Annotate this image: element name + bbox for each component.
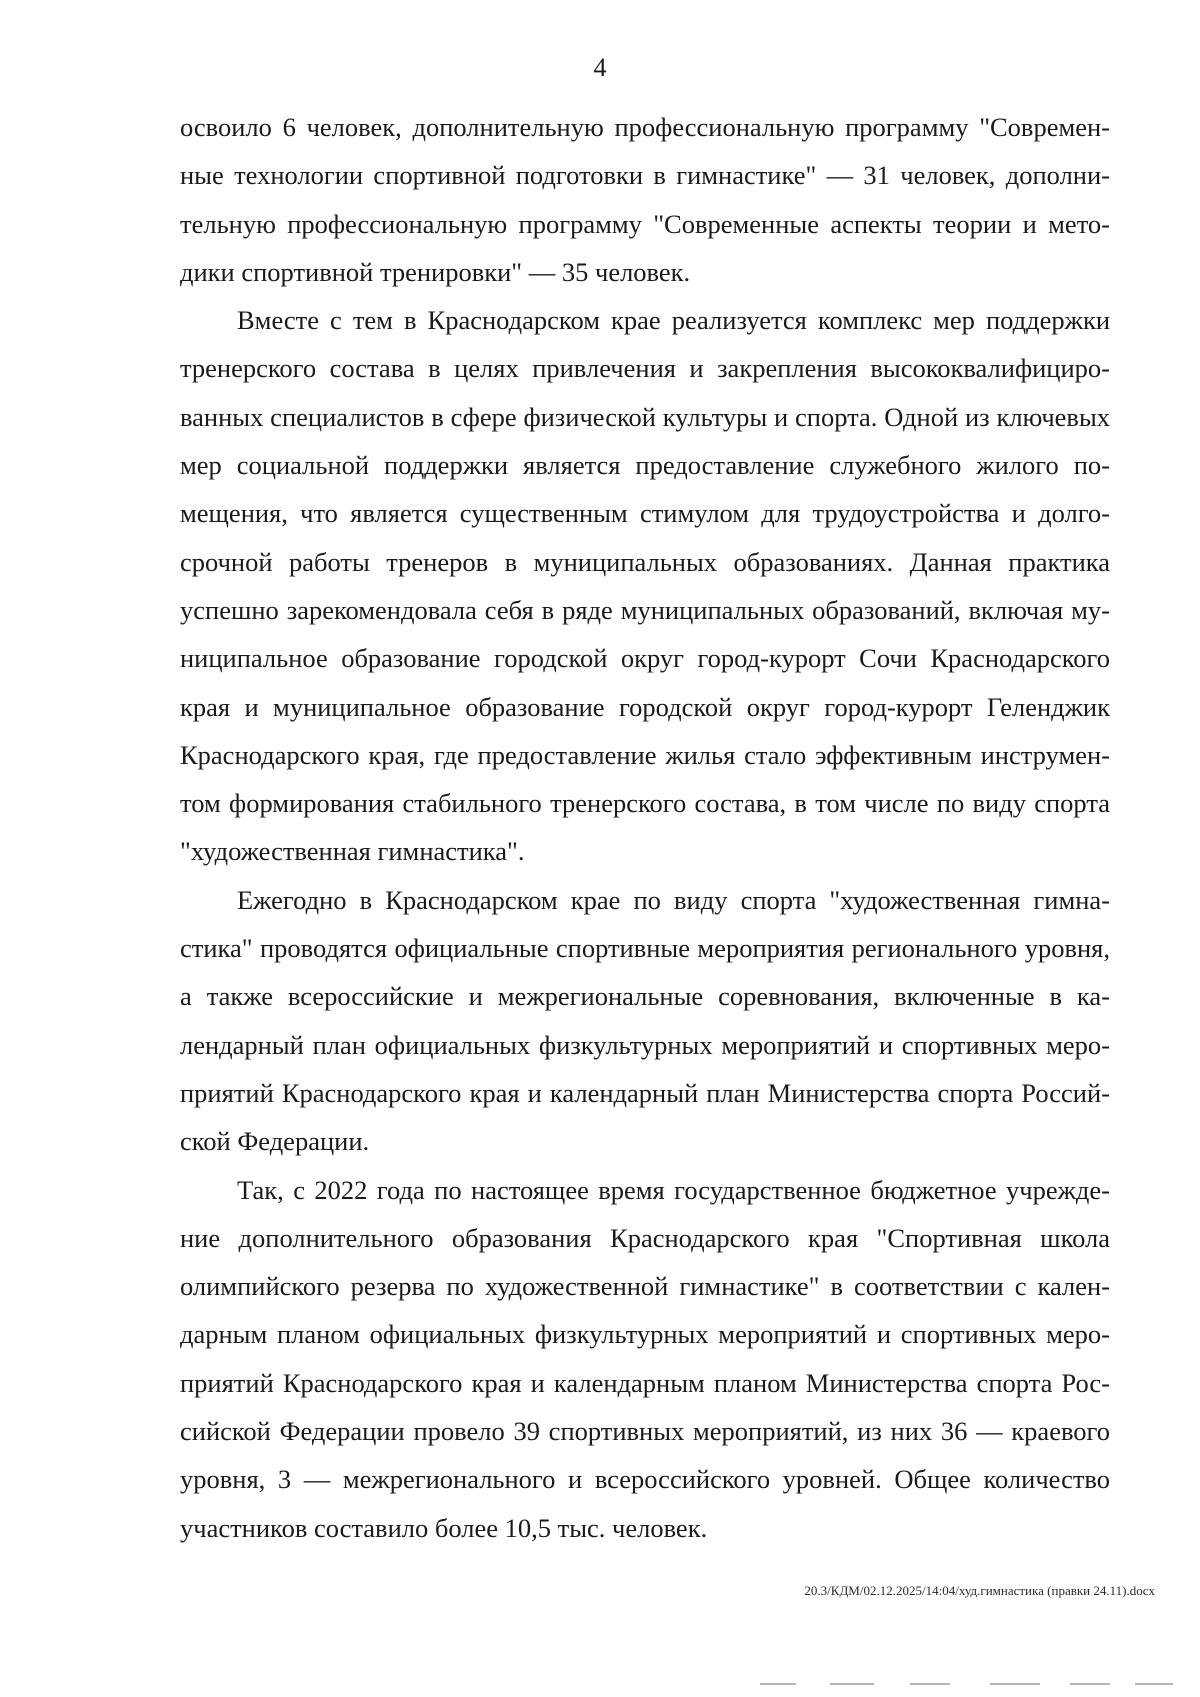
- scan-mark: [910, 1683, 950, 1685]
- paragraph-4: Так, с 2022 года по настоящее время государственное бюджетное учреждение дополнительного образования Краснодарского края "Спортивная школа олимпийского резерва по художественной гимнастике" в соответствии с календарным планом официальных физкультурных мероприятий и спортивных мероприятий Краснодарского края и календарным планом Министерства спорта Российской Федерации провело 39 спортивных мероприятий, из них 36 — краевого уровня, 3 — межрегионального и всероссийского уровней. Общее количество участников составило более 10,5 тыс. человек.: [180, 1174, 1110, 1543]
- paragraph-2: Вместе с тем в Краснодарском крае реализуется комплекс мер поддержки тренерского состава в целях привлечения и закрепления высококвалифицированных специалистов в сфере физической культуры и спорта. Одной из ключевых мер социальной поддержки является предоставление служебного жилого помещения, что является существенным стимулом для трудоустройства и долгосрочной работы тренеров в муниципальных образованиях. Данная практика успешно зарекомендовала себя в ряде муниципальных образований, включая муниципальное образование городской округ город-курорт Сочи Краснодарского края и муниципальное образование городской округ город-курорт Геленджик Краснодарского края, где предоставление жилья стало эффективным инструментом формирования стабильного тренерского состава, в том числе по виду спорта "художественная гимнастика".: [180, 305, 1110, 867]
- scan-mark: [830, 1683, 874, 1685]
- scan-edge-marks: [760, 1683, 1180, 1687]
- paragraph-1: освоило 6 человек, дополнительную профессиональную программу "Современные технологии спортивной подготовки в гимнастике" — 31 человек, дополнительную профессиональную программу "Современные аспекты теории и методики спортивной тренировки" — 35 человек.: [180, 112, 1110, 287]
- page-number: 4: [593, 53, 607, 82]
- scan-mark: [990, 1683, 1040, 1685]
- scan-mark: [1135, 1683, 1173, 1685]
- body-text: [180, 103, 1110, 1552]
- paragraph-3: Ежегодно в Краснодарском крае по виду спорта "художественная гимнастика" проводятся официальные спортивные мероприятия регионального уровня, а также всероссийские и межрегиональные соревнования, включенные в календарный план официальных физкультурных мероприятий и спортивных мероприятий Краснодарского края и календарный план Министерства спорта Российской Федерации.: [180, 884, 1110, 1157]
- scan-mark: [760, 1683, 796, 1685]
- scan-mark: [1070, 1683, 1110, 1685]
- document-reference-footer: 20.3/КДМ/02.12.2025/14:04/худ.гимнастика (правки 24.11).docx: [804, 1583, 1155, 1598]
